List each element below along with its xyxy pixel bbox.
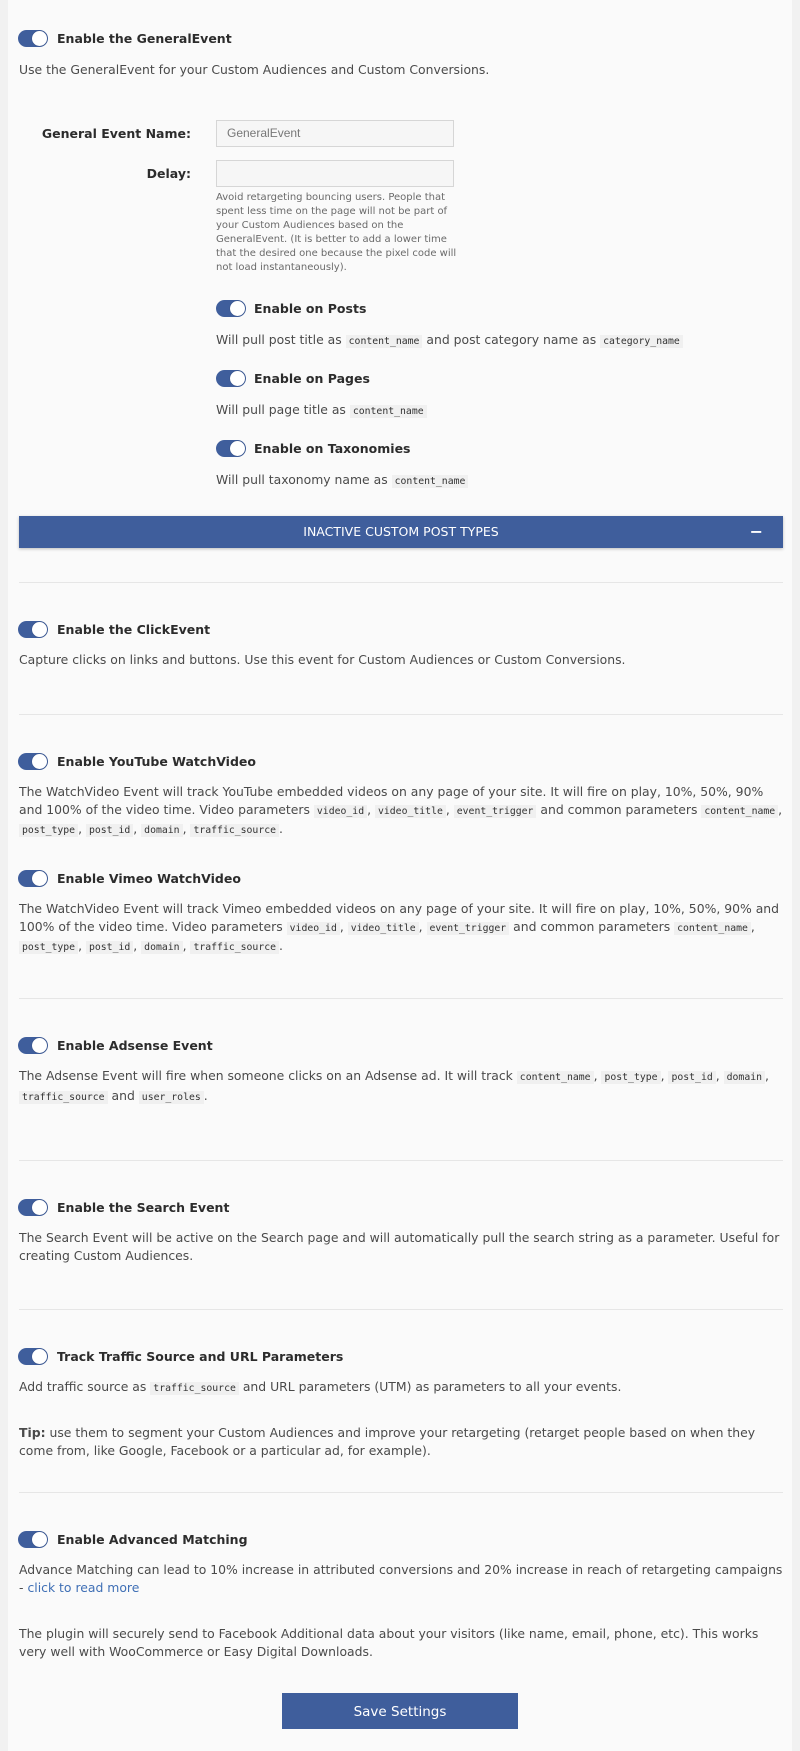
tip-label: Tip: <box>19 1425 46 1440</box>
save-settings-button[interactable]: Save Settings <box>282 1693 518 1729</box>
divider <box>19 1309 783 1310</box>
divider <box>19 1492 783 1493</box>
delay-input[interactable] <box>216 160 454 187</box>
code-domain: domain <box>141 824 182 837</box>
code-post-type: post_type <box>19 941 78 954</box>
traffic-source-description <box>19 1378 783 1398</box>
click-event-toggle[interactable] <box>18 621 48 638</box>
posts-code-content-name: content_name <box>346 335 423 348</box>
vimeo-toggle[interactable] <box>18 870 48 887</box>
posts-label: Enable on Posts <box>254 301 367 316</box>
general-event-toggle[interactable] <box>18 30 48 47</box>
code-content-name: content_name <box>674 922 751 935</box>
event-name-input[interactable]: GeneralEvent <box>216 120 454 147</box>
posts-text-a: Will pull post title as <box>216 332 342 347</box>
code-content-name: content_name <box>517 1071 594 1084</box>
posts-code-category-name: category_name <box>600 335 683 348</box>
code-video-title: video_title <box>375 805 446 818</box>
code-video-id: video_id <box>314 805 367 818</box>
code-domain: domain <box>141 941 182 954</box>
youtube-text-2: and common parameters <box>540 801 698 817</box>
delay-help-text: Avoid retargeting bouncing users. People that spent less time on the page will not be part of your Custom Audiences based on the GeneralEvent. (It is better to add a lower time that the desired one because the pixel code will not load instantaneously). <box>216 192 457 273</box>
traffic-tip <box>19 1424 783 1459</box>
youtube-toggle[interactable] <box>18 753 48 770</box>
search-description: The Search Event will be active on the Search page and will automatically pull the search string as a parameter. Useful for creating Custom Audiences. <box>19 1230 780 1263</box>
divider <box>19 1160 783 1161</box>
code-user-roles: user_roles <box>139 1091 204 1104</box>
code-post-id: post_id <box>668 1071 715 1084</box>
youtube-label: Enable YouTube WatchVideo <box>57 754 256 769</box>
adsense-description: The Adsense Event will fire when someone clicks on an Adsense ad. It will track content_name , post_type , post_id , domain , traffic_source and user_roles . <box>19 1068 769 1103</box>
taxonomies-label: Enable on Taxonomies <box>254 441 411 456</box>
posts-toggle[interactable] <box>216 300 246 317</box>
advanced-matching-toggle[interactable] <box>18 1531 48 1548</box>
advanced-text-1: Advance Matching can lead to 10% increase in attributed conversions and 20% increase in reach of retargeting campaigns - <box>19 1562 783 1595</box>
divider <box>19 582 783 583</box>
vimeo-description: The WatchVideo Event will track Vimeo embedded videos on any page of your site. It will fire on play, 10%, 50%, 90% and 100% of the video time. Video parameters video_id , video_title , event_trigger and common parameters content_name , post_type , post_id , domain , traffic_source . <box>19 901 780 953</box>
taxonomies-text: Will pull taxonomy name as <box>216 472 388 487</box>
click-event-description: Capture clicks on links and buttons. Use this event for Custom Audiences or Custom Conversions. <box>19 652 626 667</box>
pages-toggle[interactable] <box>216 370 246 387</box>
vimeo-text-1: The WatchVideo Event will track Vimeo embedded videos on any page of your site. It will fire on play, 10%, 50%, 90% and 100% of the video time. Video parameters <box>19 901 780 934</box>
general-event-label: Enable the GeneralEvent <box>57 31 232 46</box>
adsense-text-and: and <box>111 1087 135 1103</box>
pages-text: Will pull page title as <box>216 402 346 417</box>
posts-description <box>216 331 786 351</box>
code-post-type: post_type <box>19 824 78 837</box>
click-event-label: Enable the ClickEvent <box>57 622 211 637</box>
code-post-id: post_id <box>86 824 133 837</box>
advanced-matching-details: The plugin will securely send to Facebook Additional data about your visitors (like name, email, phone, etc). This works very well with WooCommerce or Easy Digital Downloads. <box>19 1626 759 1659</box>
general-event-description: Use the GeneralEvent for your Custom Audiences and Custom Conversions. <box>19 62 490 77</box>
delay-label: Delay: <box>146 166 191 181</box>
traffic-source-label: Track Traffic Source and URL Parameters <box>57 1349 344 1364</box>
taxonomies-toggle[interactable] <box>216 440 246 457</box>
taxonomies-description <box>216 471 786 491</box>
divider <box>19 714 783 715</box>
collapse-icon[interactable]: − <box>749 522 763 541</box>
code-event-trigger: event_trigger <box>427 922 510 935</box>
traffic-code: traffic_source <box>150 1382 239 1395</box>
code-post-type: post_type <box>601 1071 660 1084</box>
youtube-text-1: The WatchVideo Event will track YouTube embedded videos on any page of your site. It will fire on play, 10%, 50%, 90% and 100% of the video time. Video parameters <box>19 784 764 817</box>
adsense-text-1: The Adsense Event will fire when someone clicks on an Adsense ad. It will track <box>19 1068 513 1083</box>
advanced-matching-description <box>19 1561 783 1596</box>
code-video-id: video_id <box>287 922 340 935</box>
pages-label: Enable on Pages <box>254 371 370 386</box>
code-video-title: video_title <box>348 922 419 935</box>
inactive-bar-label: INACTIVE CUSTOM POST TYPES <box>303 524 499 539</box>
taxonomies-code: content_name <box>392 475 469 488</box>
vimeo-text-2: and common parameters <box>513 918 671 934</box>
code-content-name: content_name <box>701 805 778 818</box>
pages-code: content_name <box>350 405 427 418</box>
vimeo-label: Enable Vimeo WatchVideo <box>57 871 241 886</box>
traffic-text-b: and URL parameters (UTM) as parameters to all your events. <box>242 1379 622 1394</box>
pages-description <box>216 401 786 421</box>
posts-text-b: and post category name as <box>426 332 597 347</box>
adsense-label: Enable Adsense Event <box>57 1038 213 1053</box>
code-traffic-source: traffic_source <box>190 824 279 837</box>
code-traffic-source: traffic_source <box>190 941 279 954</box>
adsense-toggle[interactable] <box>18 1037 48 1054</box>
traffic-source-toggle[interactable] <box>18 1348 48 1365</box>
read-more-link[interactable]: click to read more <box>27 1579 140 1595</box>
search-label: Enable the Search Event <box>57 1200 230 1215</box>
code-event-trigger: event_trigger <box>454 805 537 818</box>
tip-text: use them to segment your Custom Audiences and improve your retargeting (retarget people based on when they come from, like Google, Facebook or a particular ad, for example). <box>19 1425 756 1458</box>
code-post-id: post_id <box>86 941 133 954</box>
search-toggle[interactable] <box>18 1199 48 1216</box>
event-name-label: General Event Name: <box>41 126 191 141</box>
divider <box>19 998 783 999</box>
traffic-text-a: Add traffic source as <box>19 1379 147 1394</box>
code-traffic-source: traffic_source <box>19 1091 108 1104</box>
youtube-description: The WatchVideo Event will track YouTube embedded videos on any page of your site. It will fire on play, 10%, 50%, 90% and 100% of the video time. Video parameters video_id , video_title , event_trigger and common parameters content_name , post_type , post_id , domain , traffic_source . <box>19 784 783 836</box>
inactive-custom-post-types-bar[interactable] <box>19 516 783 548</box>
code-domain: domain <box>724 1071 765 1084</box>
advanced-matching-label: Enable Advanced Matching <box>57 1532 248 1547</box>
